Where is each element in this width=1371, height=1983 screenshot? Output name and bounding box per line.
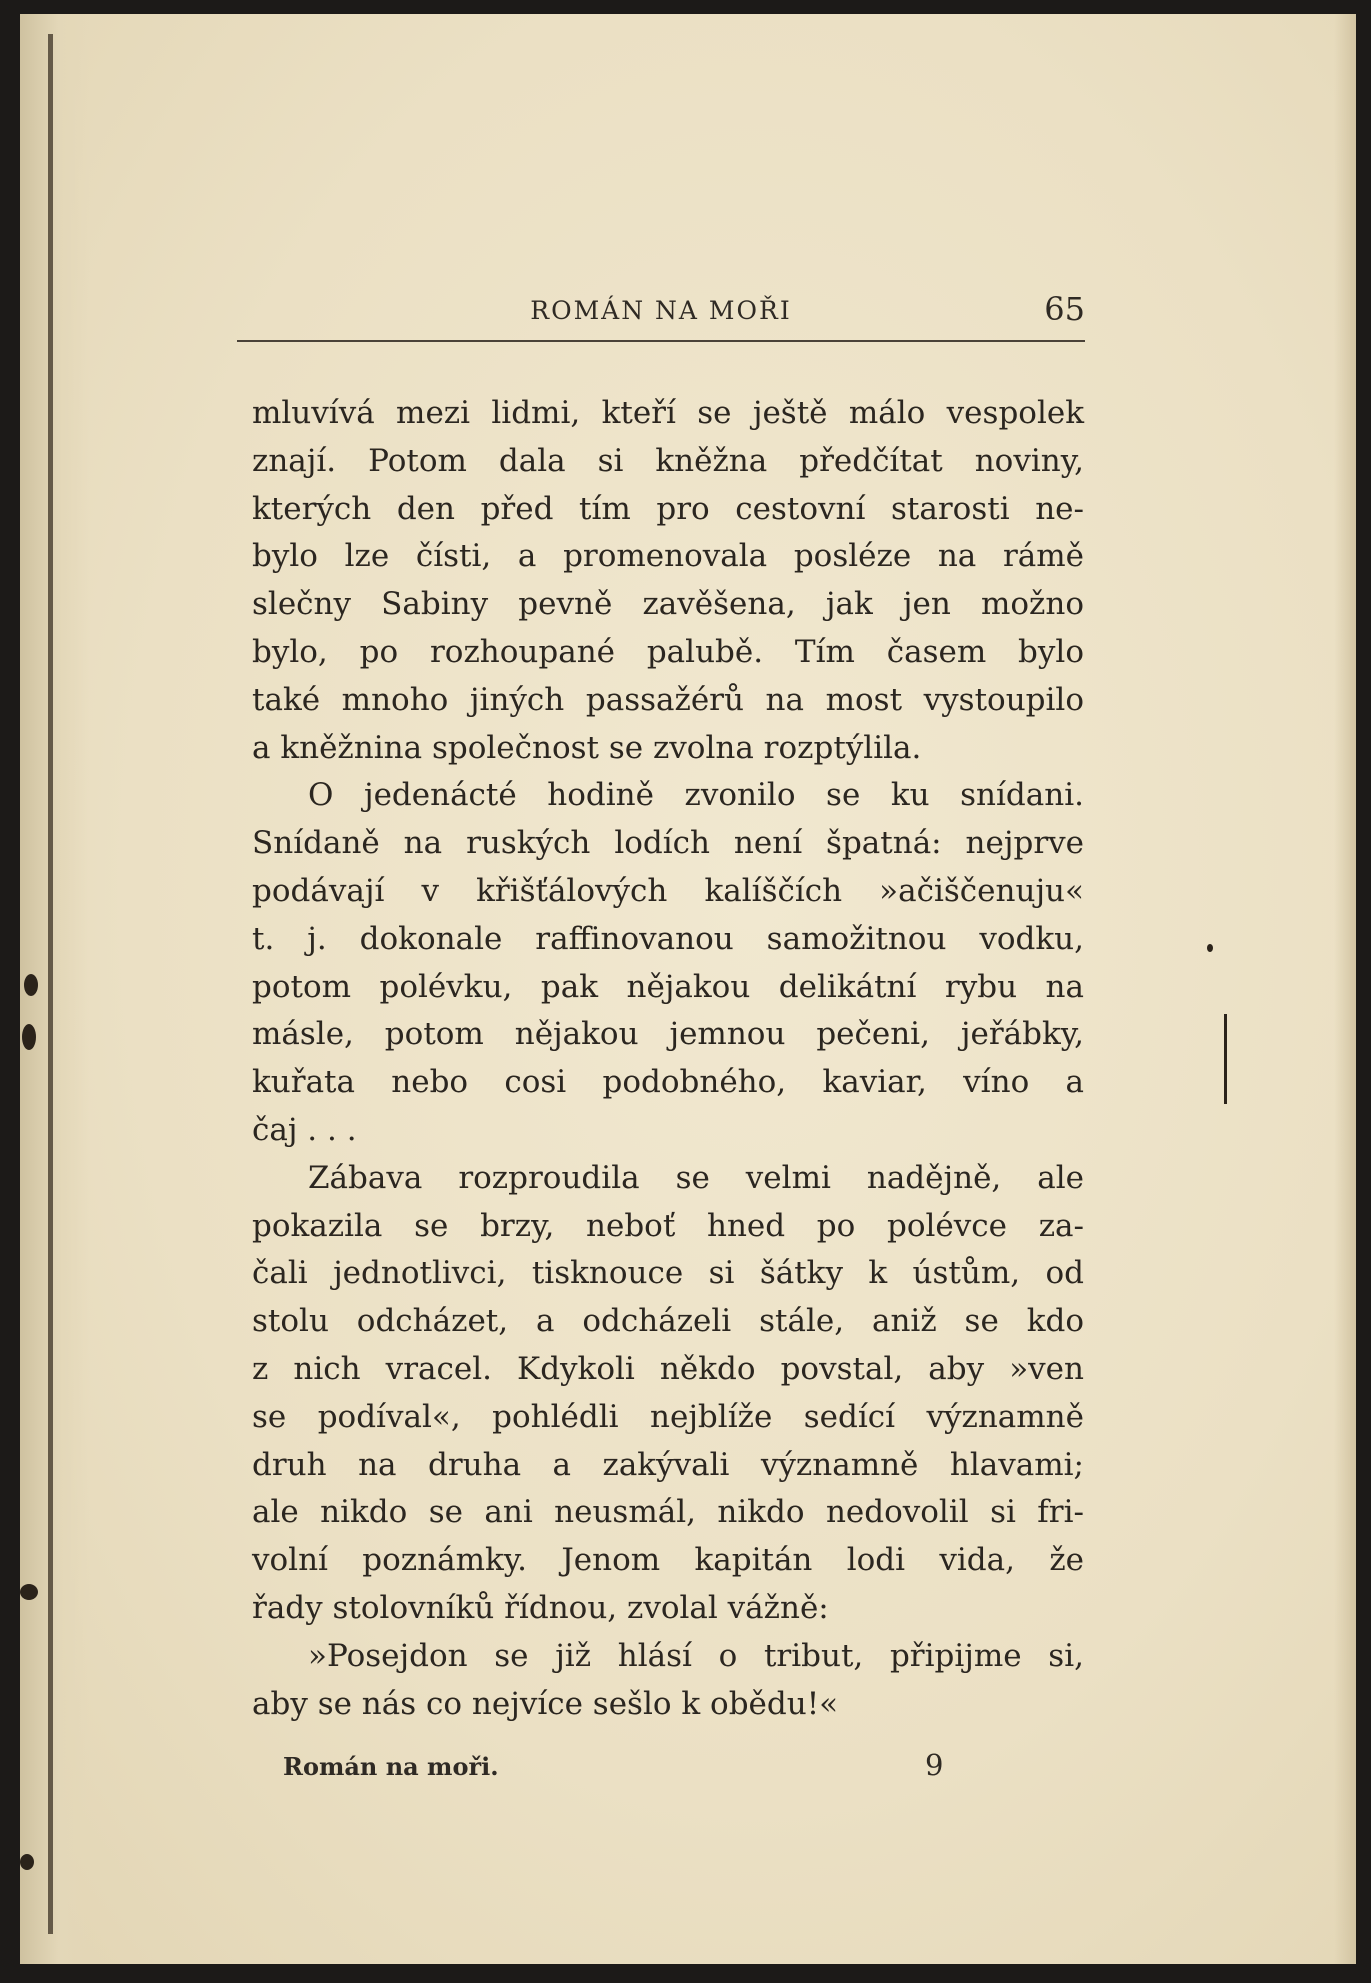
text-line: ale nikdo se ani neusmál, nikdo nedovolil si fri- [252, 1494, 1084, 1531]
text-line: Zábava rozproudila se velmi nadějně, ale [308, 1159, 1084, 1196]
text-line: čali jednotlivci, tisknouce si šátky k ústům, od [252, 1255, 1084, 1292]
ink-speck [1224, 1014, 1227, 1104]
text-line: se podíval«, pohlédli nejblíže sedící významně [252, 1398, 1084, 1435]
text-line: kuřata nebo cosi podobného, kaviar, víno a [252, 1064, 1084, 1101]
ink-speck [20, 1854, 34, 1870]
text-line: slečny Sabiny pevně zavěšena, jak jen možno [252, 586, 1084, 623]
text-line: potom polévku, pak nějakou delikátní rybu na [252, 968, 1084, 1005]
text-line: t. j. dokonale raffinovanou samožitnou vodku, [252, 920, 1084, 957]
text-line: druh na druha a zakývali významně hlavami; [252, 1446, 1084, 1483]
page-header [237, 290, 1085, 342]
text-line: a kněžnina společnost se zvolna rozptýlila. [252, 729, 922, 766]
text-line: másle, potom nějakou jemnou pečeni, jeřábky, [252, 1016, 1084, 1053]
text-line: volní poznámky. Jenom kapitán lodi vida, že [252, 1542, 1084, 1579]
paragraph [252, 1155, 1084, 1633]
text-line: O jedenácté hodině zvonilo se ku snídani. [308, 777, 1084, 814]
text-line: kterých den před tím pro cestovní starosti ne- [252, 490, 1084, 527]
signature-title: Román na moři. [283, 1752, 499, 1781]
text-line: bylo, po rozhoupané palubě. Tím časem bylo [252, 633, 1084, 670]
page-edge-shadow [1334, 14, 1356, 1964]
text-line: mluvívá mezi lidmi, kteří se ještě málo vespolek [252, 395, 1084, 431]
paragraph [252, 772, 1084, 1154]
page-number: 65 [1044, 290, 1085, 328]
running-title: ROMÁN NA MOŘI [530, 296, 792, 325]
ink-speck [1207, 944, 1213, 952]
text-line: bylo lze čísti, a promenovala posléze na rámě [252, 538, 1084, 575]
text-line: podávají v křišťálových kalíščích »ačiščenuju« [252, 872, 1084, 909]
text-line: řady stolovníků řídnou, zvolal vážně: [252, 1589, 829, 1626]
text-line: čaj . . . [252, 1111, 357, 1148]
ink-speck [22, 1024, 36, 1050]
paragraph [252, 1633, 1084, 1729]
text-line: pokazila se brzy, neboť hned po polévce za- [252, 1207, 1084, 1244]
ink-speck [20, 1584, 38, 1600]
text-line: znají. Potom dala si kněžna předčítat noviny, [252, 442, 1084, 479]
text-line: aby se nás co nejvíce sešlo k obědu!« [252, 1685, 839, 1722]
text-line: »Posejdon se již hlásí o tribut, připijme si, [308, 1637, 1084, 1674]
body-text [252, 390, 1084, 1728]
signature-number: 9 [925, 1748, 944, 1782]
text-line: také mnoho jiných passažérů na most vystoupilo [252, 681, 1084, 718]
text-line: stolu odcházet, a odcházeli stále, aniž se kdo [252, 1303, 1084, 1340]
paragraph [252, 390, 1084, 772]
ink-speck [24, 974, 38, 996]
text-line: Snídaně na ruských lodích není špatná: nejprve [252, 825, 1084, 862]
binding-edge [48, 34, 53, 1934]
text-line: z nich vracel. Kdykoli někdo povstal, aby »ven [252, 1350, 1084, 1387]
